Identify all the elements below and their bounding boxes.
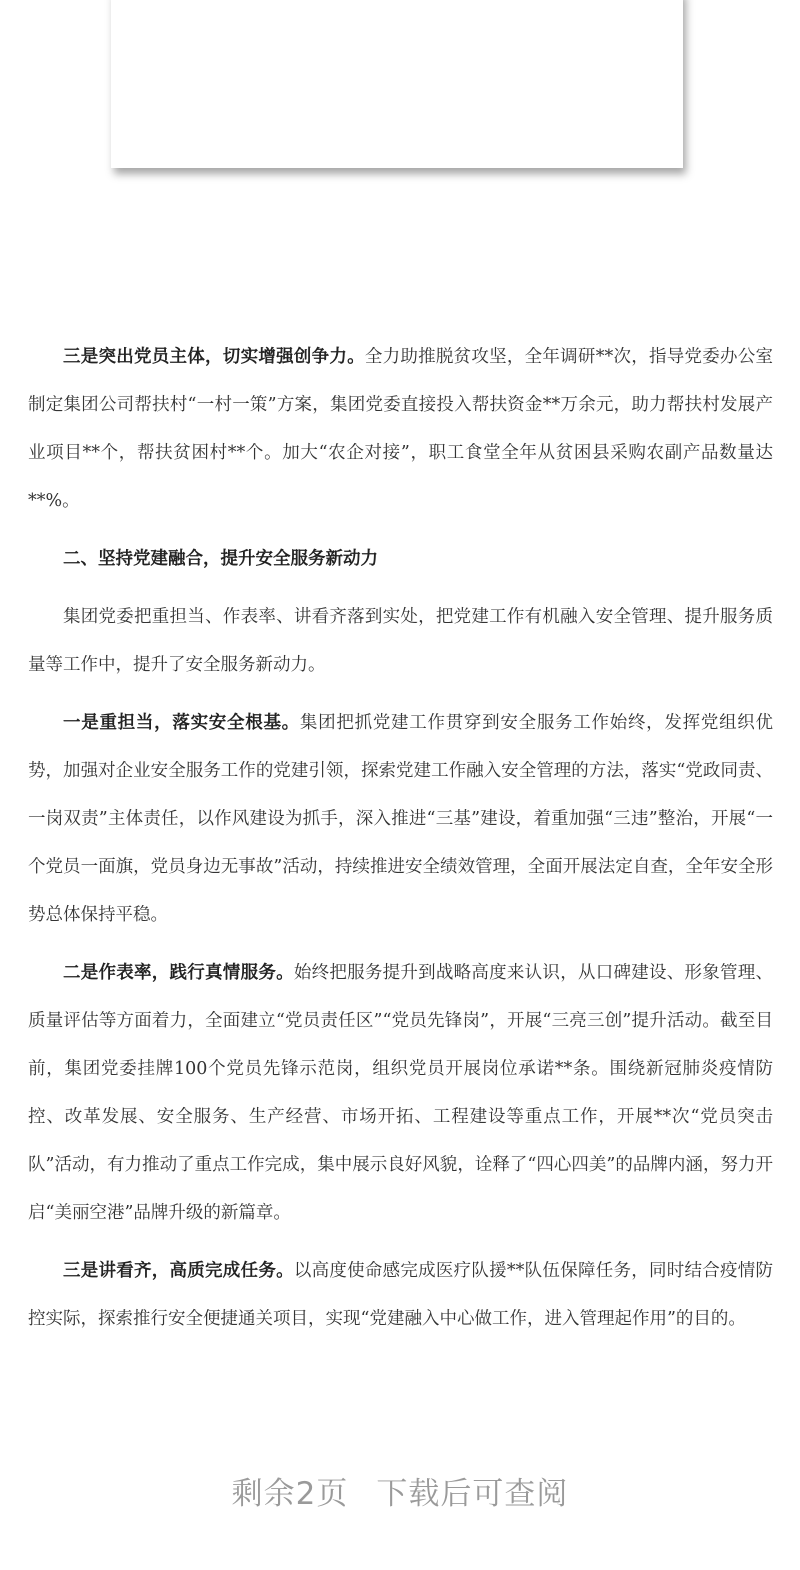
remaining-pages-notice[interactable] xyxy=(0,1468,800,1513)
paragraph-lead: 三是突出党员主体，切实增强创争力。 xyxy=(63,347,365,367)
paragraph-text: 以高度使命感完成医疗队援**队伍保障任务，同时结合疫情防控实际，探索推行安全便捷通关项目，实现“党建融入中心做工作，进入管理起作用”的目的。 xyxy=(28,1261,774,1329)
previous-page-preview xyxy=(111,0,683,168)
remaining-pages-label: 剩余2页 xyxy=(231,1476,349,1512)
paragraph xyxy=(28,333,773,525)
paragraph xyxy=(28,593,773,689)
paragraph xyxy=(28,1247,773,1343)
paragraph xyxy=(28,699,773,939)
paragraph-text: 集团把抓党建工作贯穿到安全服务工作始终，发挥党组织优势，加强对企业安全服务工作的党建引领，探索党建工作融入安全管理的方法，落实“党政同责、一岗双责”主体责任，以作风建设为抓手，深入推进“三基”建设，着重加强“三违”整治，开展“一个党员一面旗，党员身边无事故”活动，持续推进安全绩效管理，全面开展法定自查，全年安全形势总体保持平稳。 xyxy=(28,713,774,925)
document-body xyxy=(28,333,773,1353)
paragraph-lead: 三是讲看齐，高质完成任务。 xyxy=(63,1261,294,1281)
paragraph-lead: 二是作表率，践行真情服务。 xyxy=(63,963,294,983)
paragraph-text: 集团党委把重担当、作表率、讲看齐落到实处，把党建工作有机融入安全管理、提升服务质量等工作中，提升了安全服务新动力。 xyxy=(28,607,773,675)
paragraph-lead: 一是重担当，落实安全根基。 xyxy=(63,713,300,733)
paragraph-text: 始终把服务提升到战略高度来认识，从口碑建设、形象管理、质量评估等方面着力，全面建立“党员责任区”“党员先锋岗”，开展“三亮三创”提升活动。截至目前，集团党委挂牌100个党员先锋示范岗，组织党员开展岗位承诺**条。围绕新冠肺炎疫情防控、改革发展、安全服务、生产经营、市场开拓、工程建设等重点工作，开展**次“党员突击队”活动，有力推动了重点工作完成，集中展示良好风貌，诠释了“四心四美”的品牌内涵，努力开启“美丽空港”品牌升级的新篇章。 xyxy=(28,963,774,1223)
paragraph xyxy=(28,949,773,1237)
paragraph-text: 全力助推脱贫攻坚，全年调研**次，指导党委办公室制定集团公司帮扶村“一村一策”方案，集团党委直接投入帮扶资金**万余元，助力帮扶村发展产业项目**个，帮扶贫困村**个。加大“农企对接”，职工食堂全年从贫困县采购农副产品数量达**%。 xyxy=(28,347,773,511)
section-heading: 二、坚持党建融合，提升安全服务新动力 xyxy=(63,549,378,569)
download-hint-label: 下载后可查阅 xyxy=(376,1476,569,1512)
